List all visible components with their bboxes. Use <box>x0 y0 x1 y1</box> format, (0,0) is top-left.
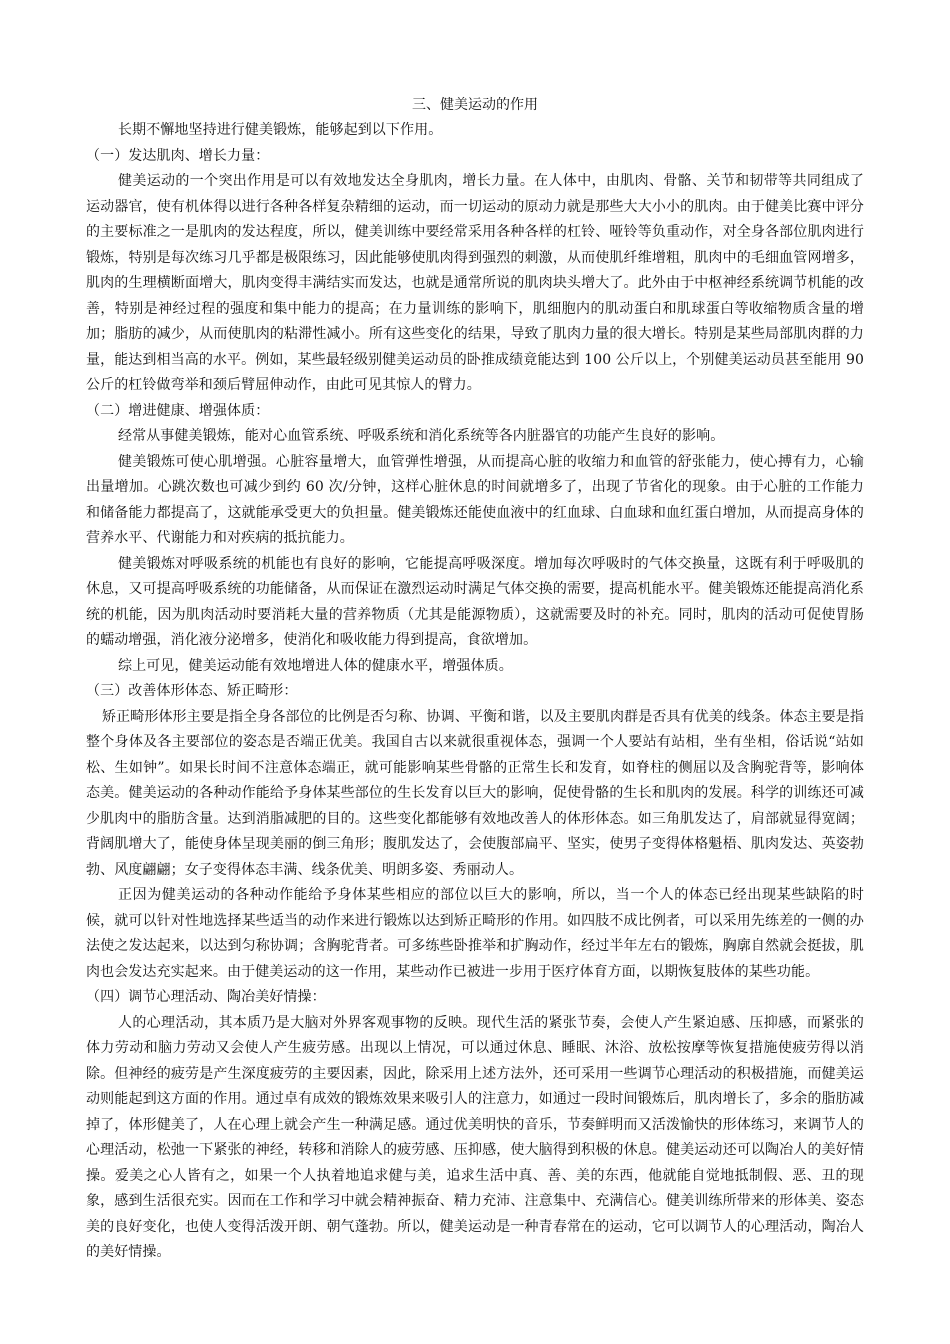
section-heading-2: （二）增进健康、增强体质： <box>86 402 270 419</box>
section-2-paragraph-2: 健美锻炼可使心肌增强。心脏容量增大，血管弹性增强，从而提高心脏的收缩力和血管的舒张能力，使心搏有力，心输出量增加。心跳次数也可减少到约 60 次/分钟，这样心脏休息的时间就增多了，出现了节省化的现象。由于心脏的工作能力和储备能力都提高了，这就能承受更大的负担量。健美锻炼还能使血液中的红血球、白血球和血红蛋白增加，从而提高身体的营养水平、代谢能力和对疾病的抵抗能力。 <box>86 453 864 546</box>
section-heading-1: （一）发达肌肉、增长力量： <box>86 147 270 164</box>
document-title: 三、健美运动的作用 <box>412 97 538 113</box>
section-2-paragraph-1: 经常从事健美锻炼，能对心血管系统、呼吸系统和消化系统等各内脏器官的功能产生良好的影响。 <box>118 428 725 444</box>
document-page <box>86 92 864 1266</box>
intro-paragraph: 长期不懈地坚持进行健美锻炼，能够起到以下作用。 <box>118 122 443 138</box>
section-1-paragraph-1: 健美运动的一个突出作用是可以有效地发达全身肌肉，增长力量。在人体中，由肌肉、骨骼、关节和韧带等共同组成了运动器官，使有机体得以进行各种各样复杂精细的运动，而一切运动的原动力就是那些大大小小的肌肉。由于健美比赛中评分的主要标准之一是肌肉的发达程度，所以，健美训练中要经常采用各种各样的杠铃、哑铃等负重动作，对全身各部位肌肉进行锻炼，特别是每次练习几乎都是极限练习，因此能够使肌肉得到强烈的刺激，从而使肌纤维增粗，肌肉中的毛细血管网增多，肌肉的生理横断面增大，肌肉变得丰满结实而发达，也就是通常所说的肌肉块头增大了。此外由于中枢神经系统调节机能的改善，特别是神经过程的强度和集中能力的提高；在力量训练的影响下，肌细胞内的肌动蛋白和肌球蛋白等收缩物质含量的增加；脂肪的减少，从而使肌肉的粘滞性减小。所有这些变化的结果，导致了肌肉力量的很大增长。特别是某些局部肌肉群的力量，能达到相当高的水平。例如，某些最轻级别健美运动员的卧推成绩竟能达到 100 公斤以上，个别健美运动员甚至能用 90 公斤的杠铃做弯举和颈后臂屈伸动作，由此可见其惊人的臂力。 <box>86 173 864 393</box>
section-3-paragraph-2: 正因为健美运动的各种动作能给予身体某些相应的部位以巨大的影响，所以，当一个人的体态已经出现某些缺陷的时候，就可以针对性地选择某些适当的动作来进行锻炼以达到矫正畸形的作用。如四肢不成比例者，可以采用先练差的一侧的办法使之发达起来，以达到匀称协调；含胸驼背者。可多练些卧推举和扩胸动作，经过半年左右的锻炼，胸廓自然就会挺拔，肌肉也会发达充实起来。由于健美运动的这一作用，某些动作已被进一步用于医疗体育方面，以期恢复肢体的某些功能。 <box>86 887 864 980</box>
section-heading-3: （三）改善体形体态、矫正畸形： <box>86 683 298 699</box>
section-3-paragraph-1: 矫正畸形体形主要是指全身各部位的比例是否匀称、协调、平衡和谐，以及主要肌肉群是否具有优美的线条。体态主要是指整个身体及各主要部位的姿态是否端正优美。我国自古以来就很重视体态，强调一个人要站有站相，坐有坐相，俗话说“站如松、生如钟”。如果长时间不注意体态端正，就可能影响某些骨骼的正常生长和发育，如脊柱的侧屈以及含胸驼背等，影响体态美。健美运动的各种动作能给予身体某些部位的生长发育以巨大的影响，促使骨骼的生长和肌肉的发展。科学的训练还可减少肌肉中的脂肪含量。达到消脂减肥的目的。这些变化都能够有效地改善人的体形体态。如三角肌发达了，肩部就显得宽阔；背阔肌增大了，能使身体呈现美丽的倒三角形；腹肌发达了，会使腹部扁平、坚实，使男子变得体格魁梧、肌肉发达、英姿勃勃、风度翩翩；女子变得体态丰满、线条优美、明朗多姿、秀丽动人。 <box>86 708 864 878</box>
section-2-paragraph-4: 综上可见，健美运动能有效地增进人体的健康水平，增强体质。 <box>118 657 513 674</box>
section-4-paragraph-1: 人的心理活动，其本质乃是大脑对外界客观事物的反映。现代生活的紧张节奏，会使人产生紧迫感、压抑感，而紧张的体力劳动和脑力劳动又会使人产生疲劳感。出现以上情况，可以通过休息、睡眠、沐浴、放松按摩等恢复措施使疲劳得以消除。但神经的疲劳是产生深度疲劳的主要因素，因此，除采用上述方法外，还可采用一些调节心理活动的积极措施，而健美运动则能起到这方面的作用。通过卓有成效的锻炼效果来吸引人的注意力，如通过一段时间锻炼后，肌肉增长了，多余的脂肪减掉了，体形健美了，人在心理上就会产生一种满足感。通过优美明快的音乐，节奏鲜明而又活泼愉快的形体练习，来调节人的心理活动，松弛一下紧张的神经，转移和消除人的疲劳感、压抑感，使大脑得到积极的休息。健美运动还可以陶冶人的美好情操。爱美之心人皆有之，如果一个人执着地追求健与美，追求生活中真、善、美的东西，他就能自觉地抵制假、恶、丑的现象，感到生活很充实。因而在工作和学习中就会精神振奋、精力充沛、注意集中、充满信心。健美训练所带来的形体美、姿态美的良好变化，也使人变得活泼开朗、朝气蓬勃。所以，健美运动是一种青春常在的运动，它可以调节人的心理活动，陶冶人的美好情操。 <box>86 1014 864 1260</box>
section-2-paragraph-3: 健美锻炼对呼吸系统的机能也有良好的影响，它能提高呼吸深度。增加每次呼吸时的气体交换量，这既有利于呼吸肌的休息，又可提高呼吸系统的功能储备，从而保证在激烈运动时满足气体交换的需要，提高机能水平。健美锻炼还能提高消化系统的机能，因为肌肉活动时要消耗大量的营养物质（尤其是能源物质），这就需要及时的补充。同时，肌肉的活动可促使胃肠的蠕动增强，消化液分泌增多，使消化和吸收能力得到提高，食欲增加。 <box>86 555 864 648</box>
section-heading-4: （四）调节心理活动、陶冶美好情操： <box>86 989 326 1005</box>
